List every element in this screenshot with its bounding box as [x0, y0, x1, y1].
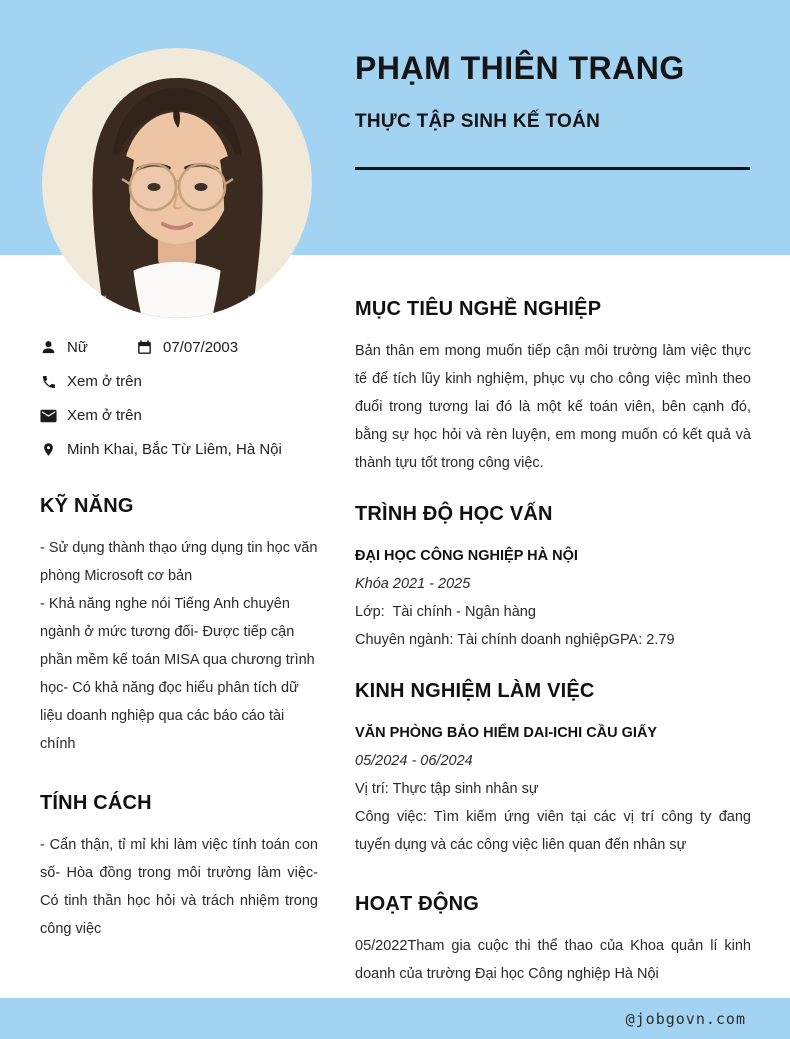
personality-text: - Cẩn thận, tỉ mỉ khi làm việc tính toán con số- Hòa đồng trong môi trường làm việc- Có tinh thần học hỏi và trách nhiệm trong công việc: [40, 837, 318, 937]
section-objective: [355, 298, 751, 477]
mail-icon: [40, 406, 57, 425]
person-icon: [40, 338, 57, 357]
section-title-skills: KỸ NĂNG: [40, 495, 134, 517]
header-text-block: [355, 50, 750, 170]
section-title-personality: TÍNH CÁCH: [40, 792, 152, 814]
dob-value: 07/07/2003: [163, 339, 239, 356]
experience-position: Vị trí: Thực tập sinh nhân sự: [355, 781, 539, 797]
experience-period: 05/2024 - 06/2024: [355, 753, 473, 769]
experience-company: VĂN PHÒNG BẢO HIỂM DAI-ICHI CẦU GIẤY: [355, 725, 658, 741]
info-row-address: [40, 440, 318, 459]
gender-value: Nữ: [67, 339, 88, 356]
footer-watermark: @jobgovn.com: [625, 1009, 746, 1028]
candidate-name: PHẠM THIÊN TRANG: [355, 50, 685, 86]
section-education: [355, 503, 751, 654]
phone-icon: [40, 372, 57, 391]
section-title-experience: KINH NGHIỆM LÀM VIỆC: [355, 680, 595, 702]
profile-photo: [42, 48, 312, 318]
section-title-activities: HOẠT ĐỘNG: [355, 893, 480, 915]
email-value: Xem ở trên: [67, 407, 142, 424]
education-major: Chuyên ngành: Tài chính doanh nghiệpGPA: 2.79: [355, 632, 675, 648]
right-column: [355, 298, 751, 1014]
candidate-job-title: THỰC TẬP SINH KẾ TOÁN: [355, 111, 601, 132]
education-period: Khóa 2021 - 2025: [355, 576, 471, 592]
section-title-objective: MỤC TIÊU NGHỀ NGHIỆP: [355, 298, 602, 320]
objective-text: Bản thân em mong muốn tiếp cận môi trường làm việc thực tế để tích lũy kinh nghiệm, phục vụ cho công việc mình theo đuổi trong tương lai đó là một kế toán viên, bên cạnh đó, bằng sự học hỏi và rèn luyện, em mong muốn có kết quả và thành tựu tốt trong công việc.: [355, 343, 751, 471]
left-column: [40, 338, 318, 943]
calendar-icon: [136, 338, 153, 357]
header-divider: [355, 167, 750, 170]
skills-item: - Khả năng nghe nói Tiếng Anh chuyên ngành ở mức tương đối- Được tiếp cận phần mềm kế toán MISA qua chương trình học- Có khả năng đọc hiểu phân tích dữ liệu doanh nghiệp qua các báo cáo tài chính: [40, 596, 315, 752]
profile-photo-illustration: [42, 48, 312, 318]
education-school: ĐẠI HỌC CÔNG NGHIỆP HÀ NỘI: [355, 548, 578, 564]
info-row-email: [40, 406, 318, 425]
info-row-phone: [40, 372, 318, 391]
section-title-education: TRÌNH ĐỘ HỌC VẤN: [355, 503, 553, 525]
phone-value: Xem ở trên: [67, 373, 142, 390]
info-row-gender-dob: [40, 338, 318, 357]
activities-text: 05/2022Tham gia cuộc thi thể thao của Khoa quản lí kinh doanh của trường Đại học Công nghiệp Hà Nội: [355, 938, 751, 982]
experience-work: Công việc: Tìm kiếm ứng viên tại các vị trí công ty đang tuyển dụng và các công việc liên quan đến nhân sự: [355, 809, 751, 853]
skills-item: - Sử dụng thành thạo ứng dụng tin học văn phòng Microsoft cơ bản: [40, 540, 318, 584]
location-pin-icon: [40, 440, 57, 459]
education-class: Lớp: Tài chính - Ngân hàng: [355, 604, 536, 620]
footer-bar: [0, 998, 790, 1039]
section-experience: [355, 680, 751, 859]
section-activities: [355, 893, 751, 988]
address-value: Minh Khai, Bắc Từ Liêm, Hà Nội: [67, 441, 282, 458]
